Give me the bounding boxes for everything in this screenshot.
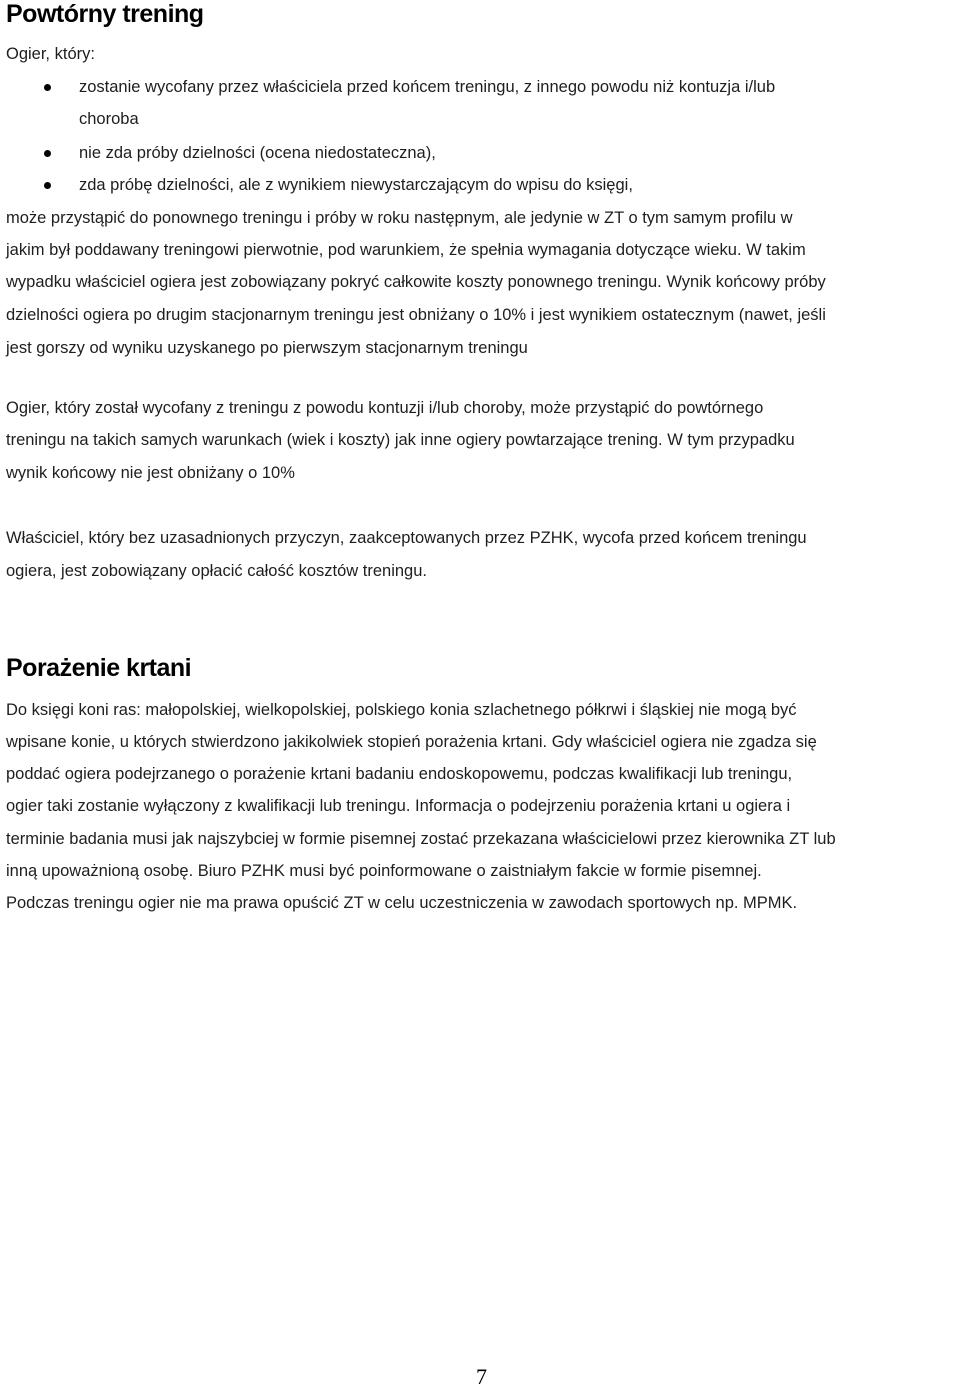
paragraph-line: jest gorszy od wyniku uzyskanego po pierwszym stacjonarnym treningu (6, 339, 528, 357)
list-item: nie zda próby dzielności (ocena niedostateczna), (79, 144, 436, 162)
paragraph-line: Ogier, który został wycofany z treningu z powodu kontuzji i/lub choroby, może przystąpić do powtórnego (6, 399, 764, 417)
paragraph-line: wpisane konie, u których stwierdzono jakikolwiek stopień porażenia krtani. Gdy właściciel ogiera nie zgadza się (6, 733, 817, 751)
list-item: zostanie wycofany przez właściciela przed końcem treningu, z innego powodu niż kontuzja i/lub (79, 78, 776, 96)
paragraph-line: Właściciel, który bez uzasadnionych przyczyn, zaakceptowanych przez PZHK, wycofa przed końcem treningu (6, 529, 807, 547)
paragraph-line: jakim był poddawany treningowi pierwotnie, pod warunkiem, że spełnia wymagania dotyczące wieku. W takim (6, 241, 806, 259)
bullet-icon (44, 150, 51, 157)
paragraph-line: wypadku właściciel ogiera jest zobowiązany pokryć całkowite koszty ponownego treningu. Wynik końcowy próby (6, 273, 826, 291)
paragraph-line: poddać ogiera podejrzanego o porażenie krtani badaniu endoskopowemu, podczas kwalifikacji lub treningu, (6, 765, 793, 783)
paragraph-line: wynik końcowy nie jest obniżany o 10% (6, 464, 295, 482)
paragraph-line: Do księgi koni ras: małopolskiej, wielkopolskiej, polskiego konia szlachetnego półkrwi i śląskiej nie mogą być (6, 701, 797, 719)
paragraph-line: treningu na takich samych warunkach (wiek i koszty) jak inne ogiery powtarzające trening. W tym przypadku (6, 431, 795, 449)
paragraph-line: inną upoważnioną osobę. Biuro PZHK musi być poinformowane o zaistniałym fakcie w formie pisemnej. (6, 862, 762, 880)
section-title-powtorny-trening: Powtórny trening (6, 0, 204, 28)
page-number: 7 (476, 1364, 487, 1388)
paragraph-line: ogier taki zostanie wyłączony z kwalifikacji lub treningu. Informacja o podejrzeniu porażenia krtani u ogiera i (6, 797, 791, 815)
bullet-icon (44, 84, 51, 91)
paragraph-line: ogiera, jest zobowiązany opłacić całość kosztów treningu. (6, 562, 427, 580)
paragraph-line: Podczas treningu ogier nie ma prawa opuścić ZT w celu uczestniczenia w zawodach sportowych np. MPMK. (6, 894, 798, 912)
section-title-porazenie-krtani: Porażenie krtani (6, 654, 192, 682)
bullet-icon (44, 182, 51, 189)
paragraph-line: może przystąpić do ponownego treningu i próby w roku następnym, ale jedynie w ZT o tym samym profilu w (6, 209, 793, 227)
paragraph-line: terminie badania musi jak najszybciej w formie pisemnej zostać przekazana właścicielowi przez kierownika ZT lub (6, 830, 836, 848)
paragraph-line: dzielności ogiera po drugim stacjonarnym treningu jest obniżany o 10% i jest wynikiem ostatecznym (nawet, jeśli (6, 306, 826, 324)
intro-text: Ogier, który: (6, 45, 95, 63)
list-item-continuation: choroba (79, 110, 139, 128)
list-item: zda próbę dzielności, ale z wynikiem niewystarczającym do wpisu do księgi, (79, 176, 633, 194)
